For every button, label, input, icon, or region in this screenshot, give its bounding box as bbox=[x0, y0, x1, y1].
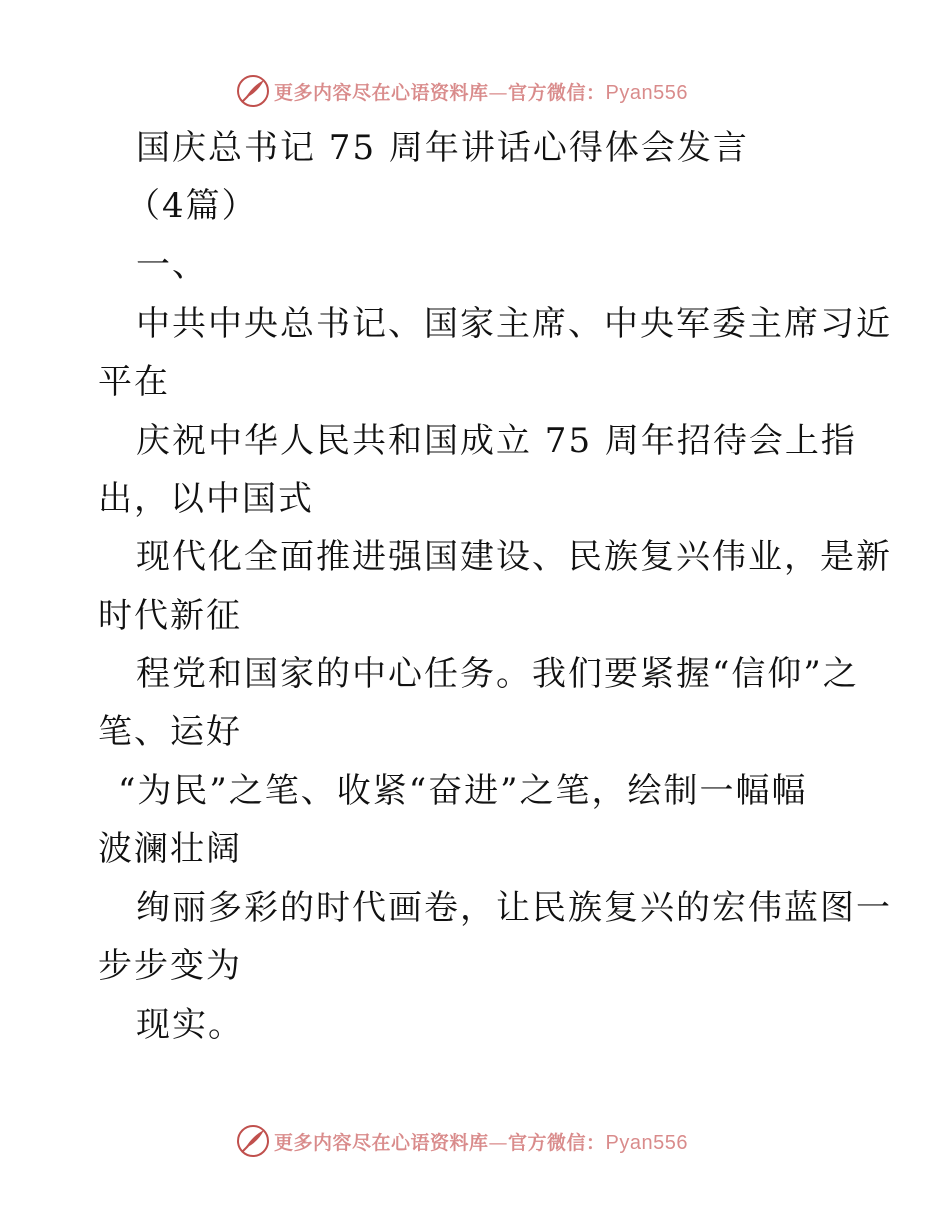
header-banner[interactable] bbox=[236, 72, 716, 110]
paragraph-line: 平在 bbox=[98, 362, 170, 402]
doc-title-line-1: 国庆总书记 75 周年讲话心得体会发言 bbox=[136, 128, 749, 168]
paragraph-line: 现实。 bbox=[136, 1005, 244, 1045]
paragraph-line: 庆祝中华人民共和国成立 75 周年招待会上指 bbox=[136, 421, 857, 461]
paragraph-line: 步步变为 bbox=[98, 946, 242, 986]
paragraph-line: 绚丽多彩的时代画卷，让民族复兴的宏伟蓝图一 bbox=[136, 888, 892, 928]
paragraph-line: 时代新征 bbox=[98, 596, 242, 636]
banner-text: 更多内容尽在心语资料库—官方微信：Pyan556 bbox=[274, 1131, 688, 1154]
quill-logo-icon bbox=[236, 1124, 270, 1158]
paragraph-line: 波澜壮阔 bbox=[98, 829, 242, 869]
paragraph-line: 出，以中国式 bbox=[98, 479, 314, 519]
paragraph-line: 笔、运好 bbox=[98, 712, 242, 752]
paragraph-line: “为民”之笔、收紧“奋进”之笔，绘制一幅幅 bbox=[118, 771, 808, 811]
paragraph-line: 中共中央总书记、国家主席、中央军委主席习近 bbox=[136, 304, 892, 344]
doc-title-line-2: （4篇） bbox=[126, 186, 258, 226]
banner-text: 更多内容尽在心语资料库—官方微信：Pyan556 bbox=[274, 81, 688, 104]
paragraph-line: 程党和国家的中心任务。我们要紧握“信仰”之 bbox=[136, 654, 859, 694]
footer-banner[interactable] bbox=[236, 1122, 716, 1160]
paragraph-line: 现代化全面推进强国建设、民族复兴伟业，是新 bbox=[136, 537, 892, 577]
section-heading: 一、 bbox=[136, 245, 208, 285]
quill-logo-icon bbox=[236, 74, 270, 108]
